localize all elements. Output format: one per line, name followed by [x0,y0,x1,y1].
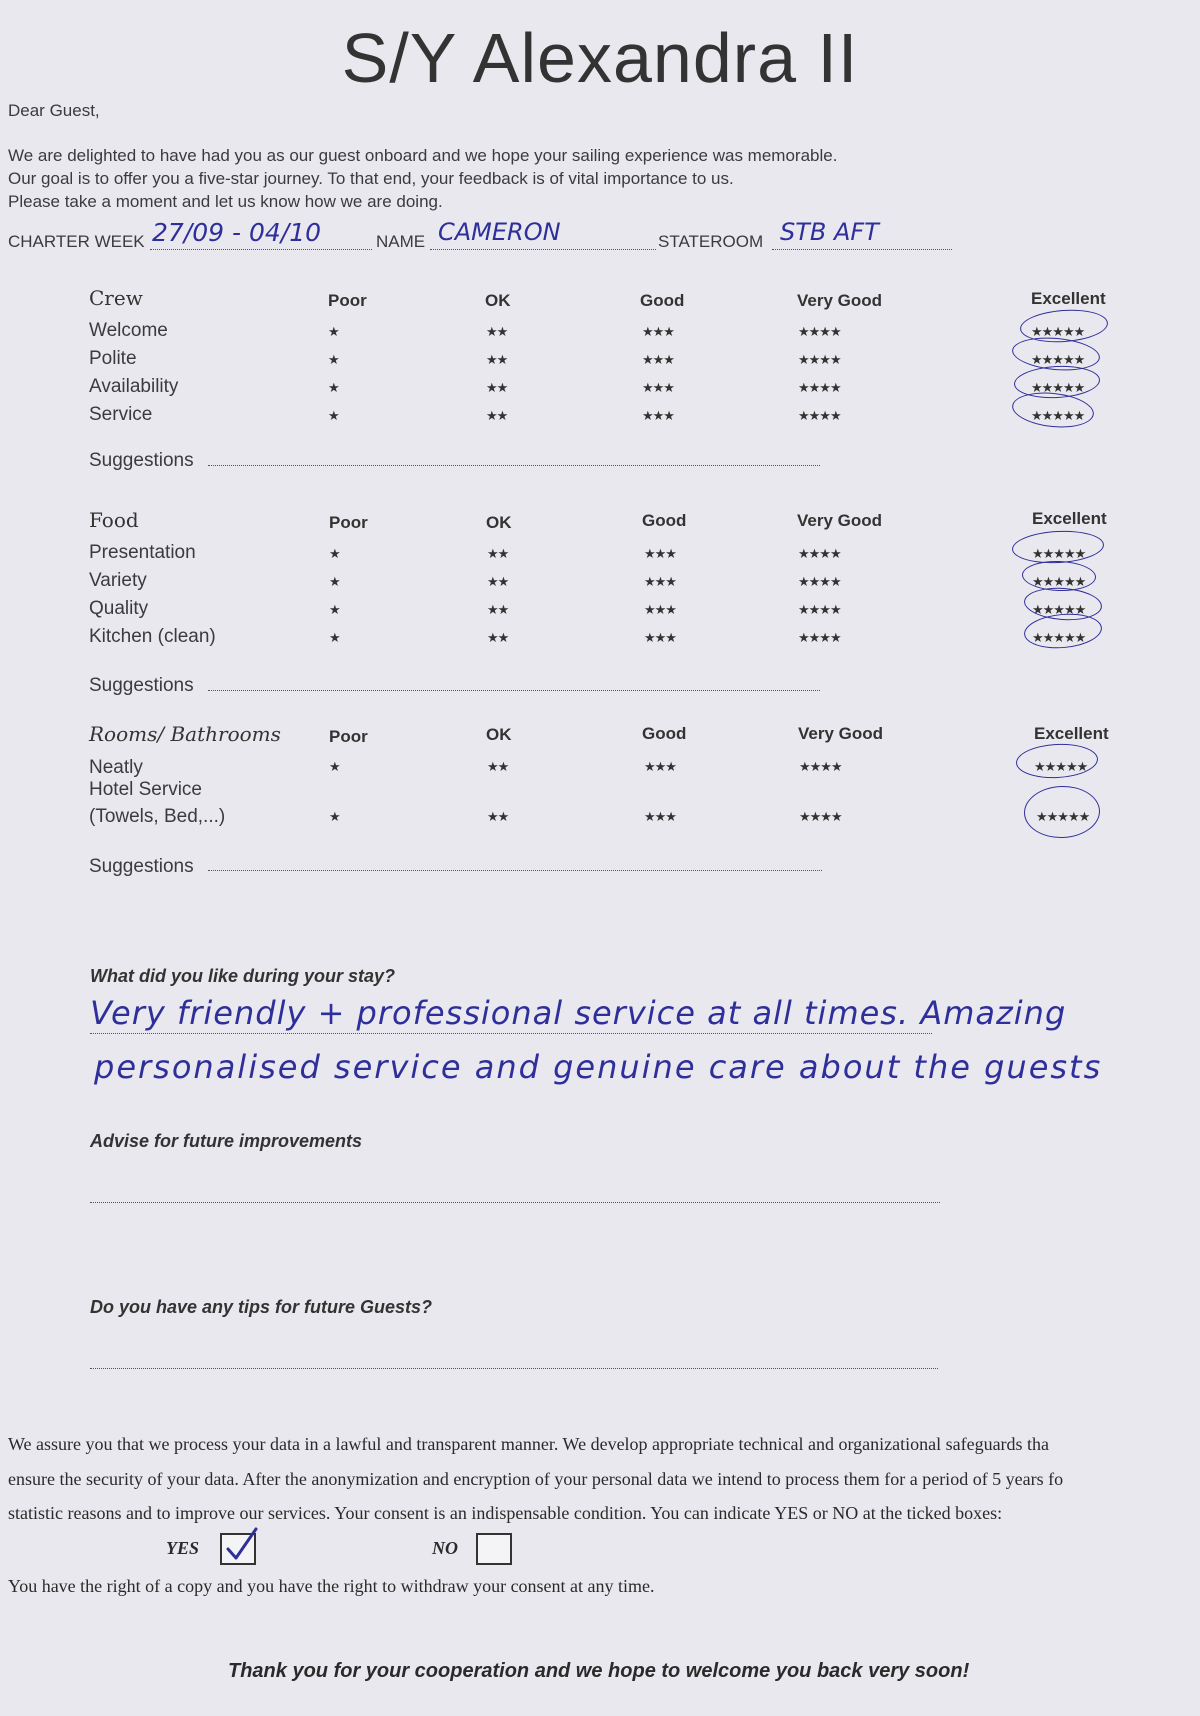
rating-1[interactable]: ★ [329,630,340,645]
item-label: Polite [89,348,137,369]
rating-3[interactable]: ★★★ [644,809,676,824]
rating-3[interactable]: ★★★ [644,574,676,589]
rating-3[interactable]: ★★★ [644,630,676,645]
rating-2[interactable]: ★★ [487,809,509,824]
food-suggestions-field[interactable] [208,682,820,691]
col-good: Good [642,724,687,743]
rating-2[interactable]: ★★ [487,630,509,645]
rating-4[interactable]: ★★★★ [798,574,841,589]
consent-yes-label: YES [166,1538,200,1558]
intro-line-3: Please take a moment and let us know how we are doing. [8,192,443,211]
stateroom-label: STATEROOM [658,232,764,251]
rooms-suggestions-field[interactable] [208,862,822,871]
rating-5[interactable]: ★★★★★ [1032,574,1086,589]
rating-3[interactable]: ★★★ [644,759,676,774]
col-very-good: Very Good [797,511,883,530]
rating-1[interactable]: ★ [328,352,339,367]
col-ok: OK [486,513,512,532]
crew-suggestions-label: Suggestions [89,450,194,471]
col-very-good: Very Good [798,724,884,743]
col-ok: OK [486,725,512,744]
rating-2[interactable]: ★★ [487,759,509,774]
rating-1[interactable]: ★ [329,809,340,824]
rating-1[interactable]: ★ [329,602,340,617]
rating-5[interactable]: ★★★★★ [1032,630,1086,645]
rating-4[interactable]: ★★★★ [798,546,841,561]
rating-2[interactable]: ★★ [486,380,508,395]
rating-4[interactable]: ★★★★ [798,630,841,645]
rating-1[interactable]: ★ [328,324,339,339]
rating-5[interactable]: ★★★★★ [1032,546,1086,561]
name-label: NAME [376,232,426,251]
col-poor: Poor [328,291,367,310]
rating-4[interactable]: ★★★★ [798,380,841,395]
closing-message: Thank you for your cooperation and we hope to welcome you back very soon! [228,1660,970,1682]
rating-2[interactable]: ★★ [486,408,508,423]
rating-3[interactable]: ★★★ [642,324,674,339]
rating-4[interactable]: ★★★★ [798,602,841,617]
col-excellent: Excellent [1032,509,1107,528]
item-label: Quality [89,598,149,619]
consent-rights: You have the right of a copy and you have the right to withdraw your consent at any time. [8,1576,655,1596]
rating-4[interactable]: ★★★★ [798,408,841,423]
consent-no-checkbox[interactable] [476,1533,512,1565]
advise-answer-field[interactable] [90,1194,940,1203]
rating-4[interactable]: ★★★★ [799,809,842,824]
charter-week-label: CHARTER WEEK [8,232,145,251]
rating-5[interactable]: ★★★★★ [1032,602,1086,617]
category-rooms: Rooms/ Bathrooms [89,722,281,746]
item-label: Neatly [89,757,143,778]
rating-4[interactable]: ★★★★ [798,352,841,367]
charter-week-field[interactable] [150,218,372,250]
charter-week-value: 27/09 - 04/10 [152,218,322,247]
item-label: Hotel Service [89,779,202,800]
stateroom-field[interactable] [772,218,952,250]
rating-5[interactable]: ★★★★★ [1031,380,1085,395]
consent-line-2: ensure the security of your data. After the anonymization and encryption of your personal data we intend to process them for a period of 5 years fo [8,1469,1064,1489]
selection-circle [1011,529,1105,566]
col-good: Good [640,291,685,310]
item-label: Variety [89,570,147,591]
rating-4[interactable]: ★★★★ [799,759,842,774]
rating-3[interactable]: ★★★ [644,602,676,617]
page-title: S/Y Alexandra II [341,19,859,97]
col-poor: Poor [329,727,368,746]
col-very-good: Very Good [797,291,883,310]
item-label: Welcome [89,320,168,341]
col-ok: OK [485,291,511,310]
rating-2[interactable]: ★★ [486,352,508,367]
rating-5[interactable]: ★★★★★ [1034,759,1088,774]
stateroom-value: STB AFT [780,218,879,246]
liked-answer-line-2: personalised service and genuine care about the guests [94,1048,1103,1086]
rating-3[interactable]: ★★★ [644,546,676,561]
liked-question: What did you like during your stay? [90,966,396,986]
item-label: Presentation [89,542,196,563]
rating-5[interactable]: ★★★★★ [1031,324,1085,339]
col-poor: Poor [329,513,368,532]
tips-question: Do you have any tips for future Guests? [90,1297,433,1317]
tips-answer-field[interactable] [90,1360,938,1369]
consent-no-label: NO [432,1538,458,1558]
consent-yes-checkbox[interactable] [220,1533,256,1565]
intro-line-2: Our goal is to offer you a five-star journey. To that end, your feedback is of vital importance to us. [8,169,734,188]
col-excellent: Excellent [1031,289,1106,308]
greeting: Dear Guest, [8,101,100,120]
rating-5[interactable]: ★★★★★ [1031,352,1085,367]
rating-5[interactable]: ★★★★★ [1036,809,1090,824]
rating-1[interactable]: ★ [329,574,340,589]
intro-line-1: We are delighted to have had you as our guest onboard and we hope your sailing experience was memorable. [8,146,838,165]
col-excellent: Excellent [1034,724,1109,743]
consent-line-1: We assure you that we process your data in a lawful and transparent manner. We develop appropriate technical and organizational safeguards tha [8,1434,1050,1454]
name-field[interactable] [430,218,656,250]
rating-3[interactable]: ★★★ [642,380,674,395]
rating-2[interactable]: ★★ [487,602,509,617]
food-suggestions-label: Suggestions [89,675,194,696]
rating-2[interactable]: ★★ [486,324,508,339]
item-label: Kitchen (clean) [89,626,216,647]
rating-2[interactable]: ★★ [487,546,509,561]
col-good: Good [642,511,687,530]
item-label: Service [89,404,153,425]
consent-line-3: statistic reasons and to improve our services. Your consent is an indispensable condition. You can indicate YES or NO at the ticked boxes: [8,1503,1003,1523]
item-label: Availability [89,376,179,397]
category-food: Food [89,508,139,532]
rating-1[interactable]: ★ [329,546,340,561]
rating-2[interactable]: ★★ [487,574,509,589]
rating-5[interactable]: ★★★★★ [1031,408,1085,423]
rating-3[interactable]: ★★★ [642,352,674,367]
rating-3[interactable]: ★★★ [642,408,674,423]
liked-answer-line-1: Very friendly + professional service at all times. Amazing [90,994,1067,1032]
selection-circle [1023,785,1101,840]
rooms-suggestions-label: Suggestions [89,856,194,877]
category-crew: Crew [89,286,143,310]
crew-suggestions-field[interactable] [208,457,820,466]
advise-question: Advise for future improvements [90,1131,363,1151]
rating-1[interactable]: ★ [328,408,339,423]
item-label-detail: (Towels, Bed,...) [89,806,226,827]
check-icon [222,1525,262,1561]
name-value: CAMERON [438,218,561,246]
rating-1[interactable]: ★ [328,380,339,395]
rating-1[interactable]: ★ [329,759,340,774]
rating-4[interactable]: ★★★★ [798,324,841,339]
